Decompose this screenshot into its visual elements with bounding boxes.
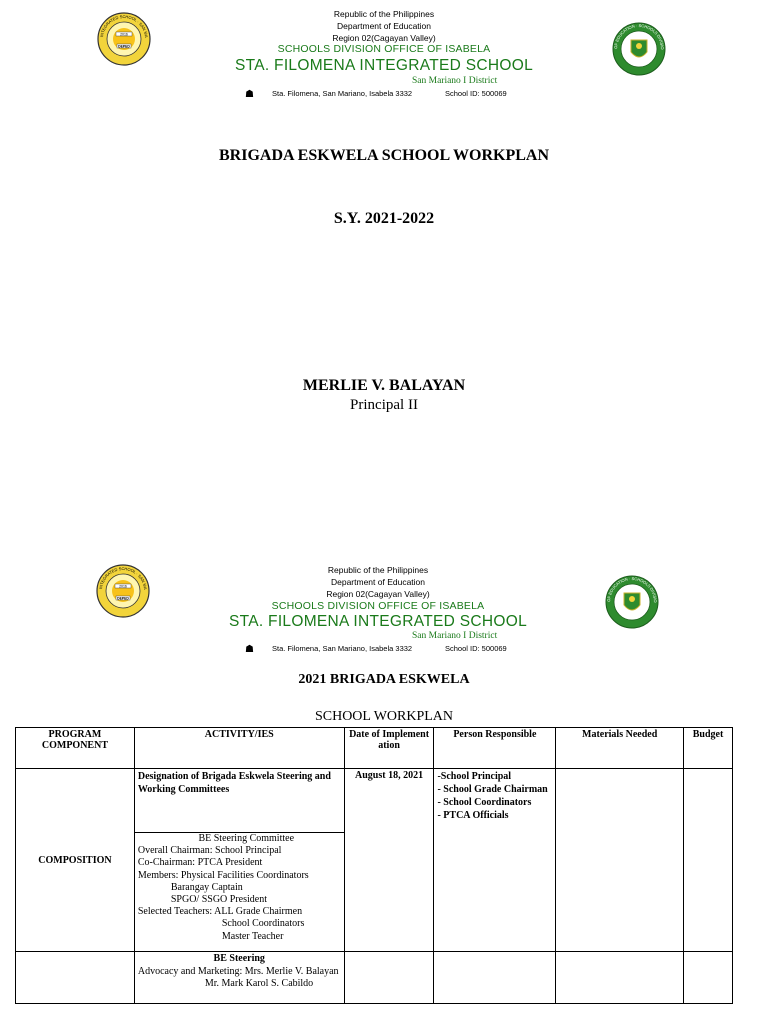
persons-cell-2 bbox=[434, 952, 556, 1004]
division-line: SCHOOLS DIVISION OFFICE OF ISABELA bbox=[277, 43, 491, 55]
table-row bbox=[16, 769, 733, 833]
committee-line: Co-Chairman: PTCA President bbox=[137, 857, 263, 869]
committee-line: Master Teacher bbox=[221, 930, 284, 942]
republic-line-2: Republic of the Philippines bbox=[327, 565, 429, 575]
budget-cell-2 bbox=[684, 952, 733, 1004]
date-cell: August 18, 2021 bbox=[344, 769, 434, 952]
col-program-component: PROGRAM COMPONENT bbox=[16, 728, 135, 769]
table-header-row bbox=[16, 728, 733, 769]
school-address-2: Sta. Filomena, San Mariano, Isabela 3332 bbox=[272, 644, 413, 653]
left-seal-year-2: 2016 bbox=[119, 584, 127, 589]
be-steering-line: Advocacy and Marketing: Mrs. Merlie V. Balayan bbox=[137, 965, 339, 977]
department-line: Department of Education bbox=[336, 21, 432, 31]
left-seal-arc-text-2: INTEGRATED SCHOOL · SAN MA bbox=[98, 565, 148, 590]
school-year: S.Y. 2021-2022 bbox=[333, 210, 435, 227]
school-address: Sta. Filomena, San Mariano, Isabela 3332 bbox=[272, 89, 413, 98]
col-materials: Materials Needed bbox=[556, 728, 684, 769]
department-line-2: Department of Education bbox=[330, 577, 426, 587]
col-person: Person Responsible bbox=[434, 728, 556, 769]
district-line-2: San Mariano I District bbox=[412, 631, 498, 641]
left-seal-label: DEPED bbox=[118, 44, 130, 49]
committee-line: Overall Chairman: School Principal bbox=[137, 845, 282, 857]
materials-cell-2 bbox=[556, 952, 684, 1004]
persons-cell bbox=[434, 769, 556, 952]
principal-title: Principal II bbox=[350, 397, 418, 413]
right-seal-arc-text-2: OF EDUCATION · SCHOOLS DIVISIO bbox=[605, 575, 659, 603]
workplan-table bbox=[15, 727, 733, 1004]
left-seal-label-2: DEPED bbox=[117, 596, 129, 601]
committee-line: School Coordinators bbox=[221, 918, 305, 930]
committee-line: Barangay Captain bbox=[170, 881, 243, 893]
right-seal-arc-text: OF EDUCATION · SCHOOLS DIVISIO bbox=[612, 22, 666, 50]
date-cell-2 bbox=[344, 952, 434, 1004]
committee-line: Selected Teachers: ALL Grade Chairmen bbox=[137, 906, 303, 918]
cover-title: BRIGADA ESKWELA SCHOOL WORKPLAN bbox=[219, 147, 549, 164]
materials-cell bbox=[556, 769, 684, 952]
school-name: STA. FILOMENA INTEGRATED SCHOOL bbox=[234, 57, 534, 74]
col-activity: ACTIVITY/IES bbox=[134, 728, 344, 769]
component-cell-2 bbox=[16, 952, 135, 1004]
be-steering-line: Mr. Mark Karol S. Cabildo bbox=[204, 978, 314, 989]
person-item: - School Coordinators bbox=[437, 797, 532, 808]
be-steering-cell bbox=[134, 952, 344, 1004]
school-id-2: School ID: 500069 bbox=[445, 644, 507, 653]
region-line: Region 02(Cagayan Valley) bbox=[332, 33, 436, 43]
page2-subtitle: SCHOOL WORKPLAN bbox=[314, 709, 454, 724]
committee-title: BE Steering Committee bbox=[198, 833, 295, 844]
left-seal-year: 2016 bbox=[120, 32, 128, 37]
budget-cell bbox=[684, 769, 733, 952]
left-seal-arc-text: INTEGRATED SCHOOL · SAN MA bbox=[99, 13, 149, 38]
region-line-2: Region 02(Cagayan Valley) bbox=[326, 589, 430, 599]
committee-line: SPGO/ SSGO President bbox=[170, 894, 267, 906]
table-row bbox=[16, 952, 733, 1004]
col-date: Date of Implementation bbox=[344, 728, 434, 769]
principal-name: MERLIE V. BALAYAN bbox=[302, 377, 466, 394]
col-budget: Budget bbox=[684, 728, 733, 769]
activity-title-cell: Designation of Brigada Eskwela Steering and Working Committees bbox=[134, 769, 344, 833]
school-name-2: STA. FILOMENA INTEGRATED SCHOOL bbox=[228, 613, 528, 630]
person-item: -School Principal bbox=[437, 771, 512, 782]
district-line: San Mariano I District bbox=[412, 76, 498, 86]
committee-line: Members: Physical Facilities Coordinators bbox=[137, 869, 309, 881]
school-id: School ID: 500069 bbox=[445, 89, 507, 98]
committee-cell bbox=[134, 833, 344, 952]
page2-title: 2021 BRIGADA ESKWELA bbox=[298, 672, 470, 687]
person-item: - School Grade Chairman bbox=[437, 784, 548, 795]
republic-line: Republic of the Philippines bbox=[333, 9, 435, 19]
be-steering-title: BE Steering bbox=[213, 953, 265, 964]
home-icon-2: ☗ bbox=[245, 644, 254, 655]
home-icon: ☗ bbox=[245, 89, 254, 100]
division-line-2: SCHOOLS DIVISION OFFICE OF ISABELA bbox=[271, 600, 485, 612]
person-item: - PTCA Officials bbox=[437, 810, 509, 821]
component-cell: COMPOSITION bbox=[16, 769, 135, 952]
